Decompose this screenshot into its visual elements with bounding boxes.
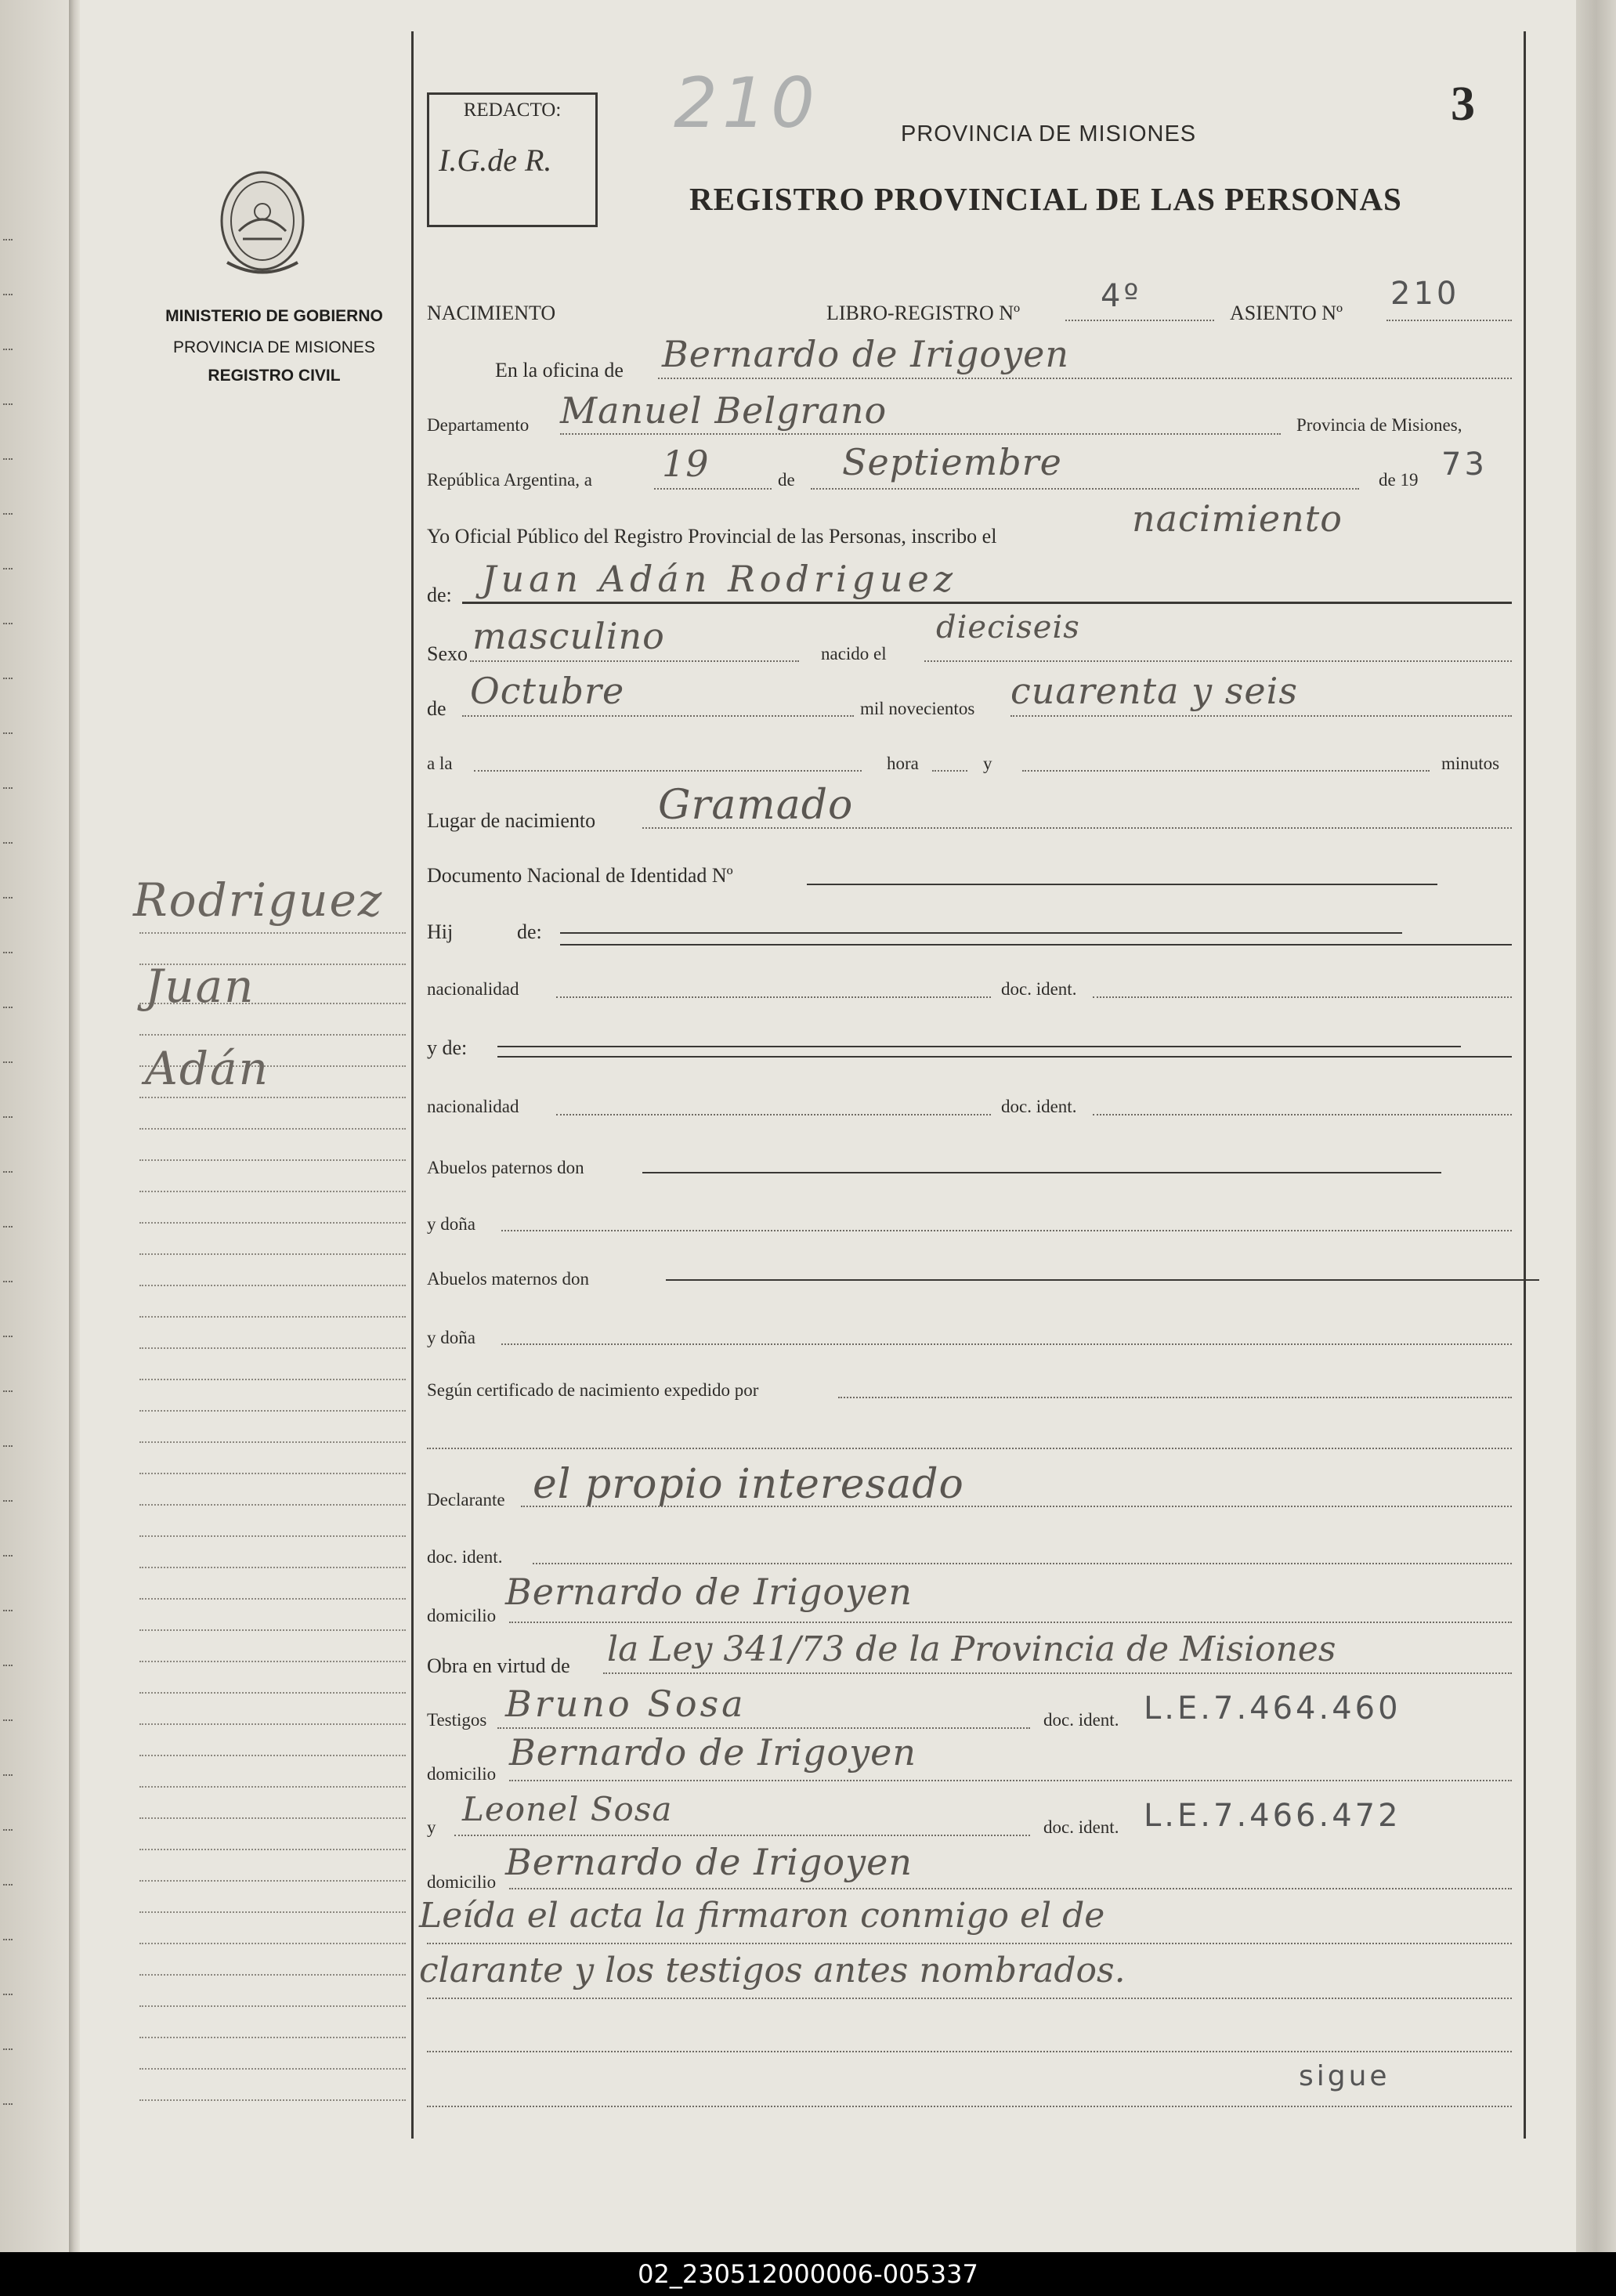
nacionalidad-line-2 bbox=[556, 1114, 991, 1115]
libro-value: 4º bbox=[1101, 278, 1142, 314]
dni-line bbox=[807, 884, 1437, 885]
doc-ident2-line bbox=[533, 1563, 1512, 1564]
libro-label: LIBRO-REGISTRO Nº bbox=[826, 302, 1021, 324]
a-la-label: a la bbox=[427, 754, 453, 773]
doc-ident-label-2: doc. ident. bbox=[1001, 1097, 1077, 1116]
doc-ident2-label: doc. ident. bbox=[427, 1547, 503, 1567]
de2-label: de: bbox=[517, 920, 542, 943]
previous-page-dots bbox=[0, 0, 16, 2252]
nacionalidad-label-2: nacionalidad bbox=[427, 1097, 519, 1116]
domicilio-label-2: domicilio bbox=[427, 1764, 497, 1784]
libro-line bbox=[1065, 320, 1214, 321]
mes-value: Septiembre bbox=[842, 441, 1062, 483]
domicilio-label-1: domicilio bbox=[427, 1606, 497, 1625]
y-de-label: y de: bbox=[427, 1036, 468, 1059]
declarante-value: el propio interesado bbox=[533, 1461, 964, 1508]
hij-line-2 bbox=[560, 944, 1512, 946]
testigo1-doc-label: doc. ident. bbox=[1043, 1710, 1119, 1730]
de-mes-label: de bbox=[427, 697, 446, 720]
y-label: y bbox=[983, 754, 992, 773]
asiento-label: ASIENTO Nº bbox=[1230, 302, 1343, 324]
provincia-suffix: Provincia de Misiones, bbox=[1296, 415, 1462, 435]
obra-label: Obra en virtud de bbox=[427, 1654, 570, 1677]
dia-line bbox=[654, 488, 772, 490]
file-id-caption: 02_230512000006-005337 bbox=[0, 2252, 1616, 2296]
note-line-2-text: clarante y los testigos antes nombrados. bbox=[419, 1951, 1126, 1990]
domicilio-line-1 bbox=[509, 1622, 1512, 1623]
domicilio-line-3 bbox=[509, 1888, 1512, 1889]
persona-value: Juan Adán Rodriguez bbox=[482, 558, 958, 600]
ministry-line-3: REGISTRO CIVIL bbox=[208, 367, 341, 385]
nacido-label: nacido el bbox=[821, 644, 887, 663]
form-right-rule bbox=[1524, 31, 1526, 2139]
obra-line bbox=[603, 1672, 1512, 1674]
departamento-line bbox=[560, 433, 1281, 435]
mil-label: mil novecientos bbox=[860, 699, 975, 718]
departamento-value: Manuel Belgrano bbox=[560, 389, 888, 432]
minutos-line bbox=[1022, 770, 1430, 772]
y-dona-label-1: y doña bbox=[427, 1214, 475, 1234]
testigo1-line bbox=[497, 1727, 1030, 1729]
testigos-label: Testigos bbox=[427, 1710, 487, 1730]
anio-nac-value: cuarenta y seis bbox=[1010, 670, 1298, 712]
note-line-3 bbox=[427, 2051, 1512, 2052]
redacto-value: I.G.de R. bbox=[439, 143, 552, 178]
mes-nac-line bbox=[462, 715, 854, 717]
sexo-value: masculino bbox=[472, 615, 665, 657]
handwritten-entry-number: 210 bbox=[674, 63, 819, 143]
oficial-label: Yo Oficial Público del Registro Provincial de las Personas, inscribo el bbox=[427, 525, 997, 548]
redacto-box bbox=[427, 92, 598, 227]
form-left-rule bbox=[411, 31, 414, 2139]
nacimiento-label: NACIMIENTO bbox=[427, 302, 556, 324]
domicilio-line-2 bbox=[509, 1780, 1512, 1781]
y-dona-line-1 bbox=[501, 1230, 1512, 1231]
province-heading: PROVINCIA DE MISIONES bbox=[901, 121, 1197, 146]
y-dona-label-2: y doña bbox=[427, 1328, 475, 1347]
ministry-line-1: MINISTERIO DE GOBIERNO bbox=[165, 307, 383, 325]
registry-title: REGISTRO PROVINCIAL DE LAS PERSONAS bbox=[689, 181, 1402, 217]
anio-value: 73 bbox=[1441, 447, 1488, 483]
obra-value: la Ley 341/73 de la Provincia de Misiones bbox=[607, 1629, 1336, 1669]
oficina-label: En la oficina de bbox=[495, 359, 624, 381]
sigue-mark: sigue bbox=[1299, 2060, 1390, 2092]
hora-line bbox=[474, 770, 862, 772]
hora-gap-line bbox=[932, 770, 967, 772]
testigo2-doc-label: doc. ident. bbox=[1043, 1817, 1119, 1837]
segun-line-2 bbox=[427, 1448, 1512, 1449]
nacionalidad-label-1: nacionalidad bbox=[427, 979, 519, 999]
abuelos-pat-line bbox=[642, 1172, 1441, 1173]
sexo-label: Sexo bbox=[427, 642, 468, 665]
index-first-name: Juan bbox=[145, 960, 255, 1013]
testigo1-dom: Bernardo de Irigoyen bbox=[509, 1731, 916, 1774]
y-de-line-1 bbox=[497, 1046, 1461, 1047]
testigo2-value: Leonel Sosa bbox=[462, 1790, 673, 1828]
abuelos-mat-line bbox=[666, 1279, 1539, 1281]
anio-nac-line bbox=[1010, 715, 1512, 717]
testigo1-value: Bruno Sosa bbox=[505, 1683, 747, 1725]
hij-label: Hij bbox=[427, 920, 454, 943]
page-number: 3 bbox=[1451, 78, 1475, 131]
redacto-label: REDACTO: bbox=[463, 99, 562, 121]
lugar-value: Gramado bbox=[658, 782, 854, 829]
mes-line bbox=[811, 488, 1359, 490]
domicilio-value: Bernardo de Irigoyen bbox=[505, 1571, 913, 1613]
inscribo-value: nacimiento bbox=[1132, 497, 1343, 540]
book-gutter bbox=[69, 0, 80, 2252]
asiento-value: 210 bbox=[1390, 276, 1460, 312]
abuelos-pat-label: Abuelos paternos don bbox=[427, 1158, 584, 1177]
y-de-line-2 bbox=[497, 1056, 1512, 1058]
doc-ident-label-1: doc. ident. bbox=[1001, 979, 1077, 999]
doc-ident-line-2 bbox=[1093, 1114, 1512, 1115]
ministry-line-2: PROVINCIA DE MISIONES bbox=[173, 338, 375, 356]
hora-label: hora bbox=[887, 754, 919, 773]
declarante-label: Declarante bbox=[427, 1490, 505, 1510]
sexo-line bbox=[470, 660, 799, 662]
testigo2-line bbox=[454, 1835, 1030, 1836]
note-line-1-text: Leída el acta la firmaron conmigo el de bbox=[419, 1896, 1105, 1936]
mes-nac-value: Octubre bbox=[470, 670, 625, 712]
minutos-label: minutos bbox=[1441, 754, 1500, 773]
note-line-1 bbox=[427, 1943, 1512, 1944]
testigo2-doc-value: L.E.7.466.472 bbox=[1144, 1798, 1401, 1834]
oficina-line bbox=[658, 378, 1512, 379]
de-label: de bbox=[778, 470, 795, 490]
note-line-4 bbox=[427, 2106, 1512, 2107]
y2-label: y bbox=[427, 1817, 436, 1837]
dni-label: Documento Nacional de Identidad Nº bbox=[427, 864, 733, 887]
lugar-label: Lugar de nacimiento bbox=[427, 809, 596, 832]
persona-line bbox=[462, 602, 1512, 604]
departamento-label: Departamento bbox=[427, 415, 530, 435]
abuelos-mat-label: Abuelos maternos don bbox=[427, 1269, 589, 1289]
y-dona-line-2 bbox=[501, 1343, 1512, 1345]
nacido-line bbox=[924, 660, 1512, 662]
de-persona-label: de: bbox=[427, 584, 452, 606]
nacido-value: dieciseis bbox=[936, 609, 1080, 645]
hij-line-1 bbox=[560, 932, 1402, 934]
note-line-2 bbox=[427, 1998, 1512, 1999]
oficina-value: Bernardo de Irigoyen bbox=[662, 333, 1069, 375]
testigo2-dom: Bernardo de Irigoyen bbox=[505, 1841, 913, 1883]
asiento-line bbox=[1386, 320, 1512, 321]
index-middle-name: Adán bbox=[145, 1042, 269, 1095]
segun-line bbox=[838, 1397, 1512, 1398]
republica-label: República Argentina, a bbox=[427, 470, 592, 490]
dia-value: 19 bbox=[662, 443, 710, 485]
province-seal-icon bbox=[211, 165, 313, 282]
segun-label: Según certificado de nacimiento expedido por bbox=[427, 1380, 759, 1400]
doc-ident-line-1 bbox=[1093, 996, 1512, 998]
testigo1-doc-value: L.E.7.464.460 bbox=[1144, 1690, 1401, 1727]
page-stack-edge bbox=[1576, 0, 1616, 2252]
nacionalidad-line-1 bbox=[556, 996, 991, 998]
index-surname: Rodriguez bbox=[133, 873, 384, 927]
de-anio-label: de 19 bbox=[1379, 470, 1419, 490]
domicilio-label-3: domicilio bbox=[427, 1872, 497, 1892]
